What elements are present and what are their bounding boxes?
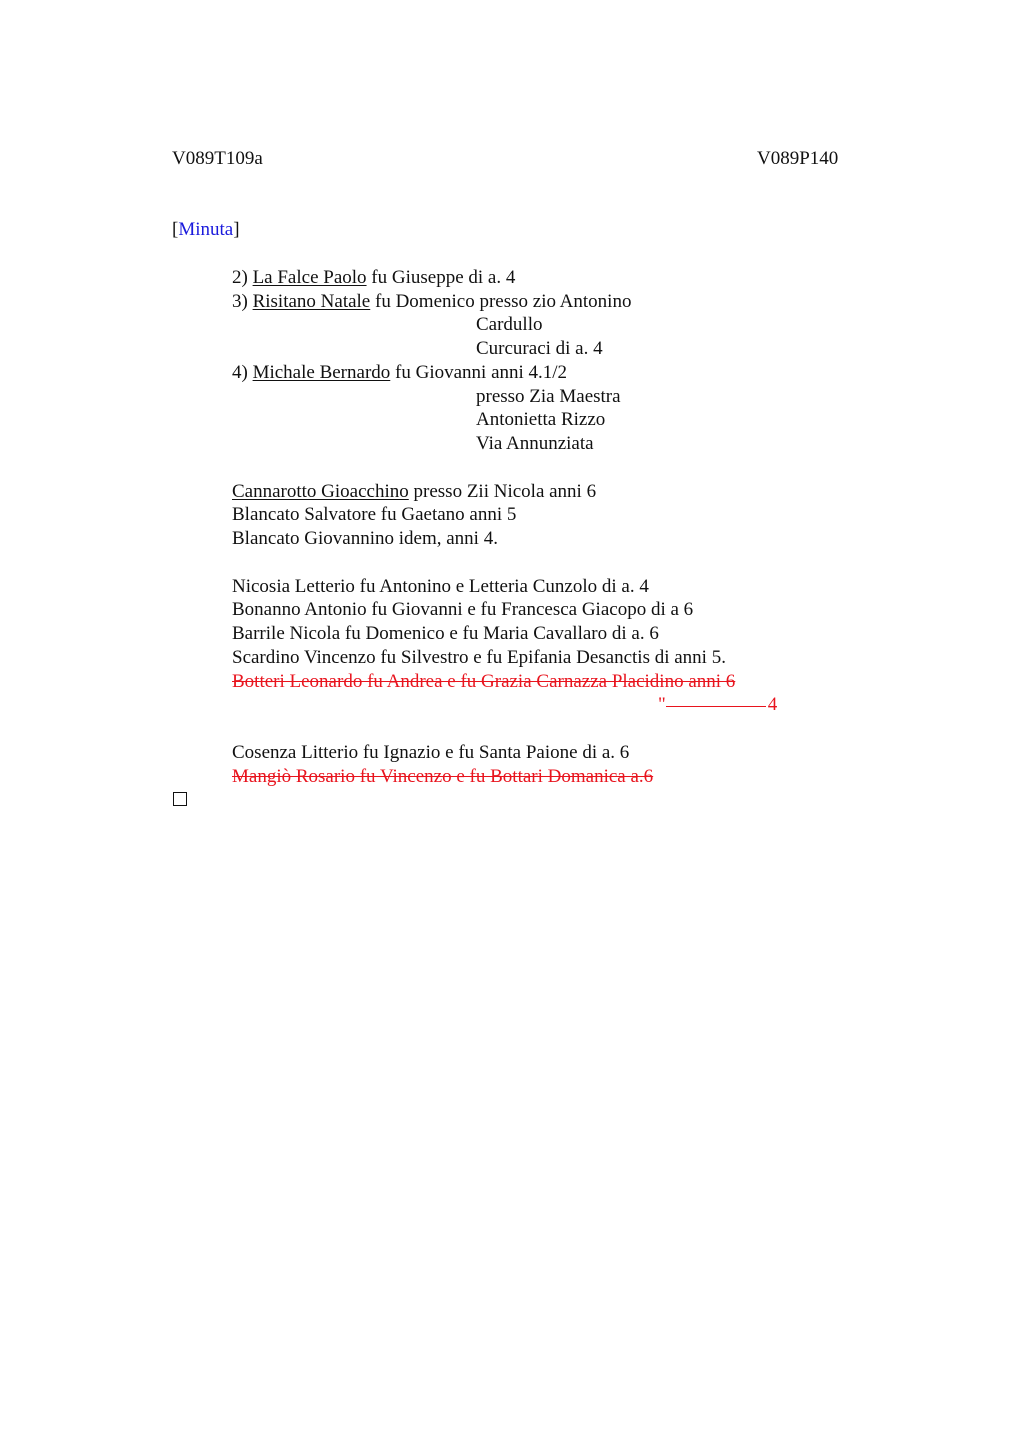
section-label: [172, 219, 240, 241]
entry-number: 4): [232, 362, 253, 383]
document-code-left: V089T109a: [172, 148, 263, 169]
ditto-annotation: [658, 694, 777, 716]
entry-nicosia: Nicosia Letterio fu Antonino e Letteria Cunzolo di a. 4: [232, 576, 649, 597]
entry-blancato-salvatore: Blancato Salvatore fu Gaetano anni 5: [232, 504, 517, 525]
bracket-open: [: [172, 219, 179, 240]
entry-3-continuation-2: Curcuraci di a. 4: [476, 338, 603, 359]
ditto-value: 4: [767, 694, 778, 715]
struck-entry-mangio: Mangiò Rosario fu Vincenzo e fu Bottari Domanica a.6: [232, 766, 654, 787]
entry-scardino: Scardino Vincenzo fu Silvestro e fu Epifania Desanctis di anni 5.: [232, 647, 726, 668]
entry-3: [232, 291, 631, 313]
entry-blancato-giovannino: Blancato Giovannino idem, anni 4.: [232, 528, 498, 549]
entry-barrile: Barrile Nicola fu Domenico e fu Maria Cavallaro di a. 6: [232, 623, 659, 644]
ditto-line: [666, 705, 766, 707]
entry-bonanno: Bonanno Antonio fu Giovanni e fu Francesca Giacopo di a 6: [232, 599, 694, 620]
entry-2: [232, 267, 515, 289]
bracket-close: ]: [233, 219, 240, 240]
entry-4-continuation-2: Antonietta Rizzo: [476, 409, 606, 430]
entry-4-continuation-1: presso Zia Maestra: [476, 386, 621, 407]
entry-details: fu Domenico presso zio Antonino: [370, 291, 632, 312]
entry-details: fu Giuseppe di a. 4: [366, 267, 516, 288]
ditto-mark: ": [658, 694, 666, 715]
empty-checkbox-icon: [173, 792, 187, 806]
entry-details: presso Zii Nicola anni 6: [408, 481, 597, 502]
entry-name: Risitano Natale: [252, 291, 371, 312]
entry-name: Cannarotto Gioacchino: [232, 481, 409, 502]
entry-cosenza: Cosenza Litterio fu Ignazio e fu Santa Paione di a. 6: [232, 742, 630, 763]
entry-name: Michale Bernardo: [252, 362, 391, 383]
entry-cannarotto: [232, 481, 596, 503]
entry-number: 3): [232, 291, 253, 312]
entry-number: 2): [232, 267, 253, 288]
minuta-label: Minuta: [178, 219, 234, 240]
entry-4: [232, 362, 567, 384]
entry-name: La Falce Paolo: [252, 267, 367, 288]
struck-entry-botteri: Botteri Leonardo fu Andrea e fu Grazia Carnazza Placidino anni 6: [232, 671, 736, 692]
entry-details: fu Giovanni anni 4.1/2: [390, 362, 568, 383]
document-code-right: V089P140: [757, 148, 839, 169]
entry-3-continuation-1: Cardullo: [476, 314, 543, 335]
entry-4-continuation-3: Via Annunziata: [476, 433, 594, 454]
